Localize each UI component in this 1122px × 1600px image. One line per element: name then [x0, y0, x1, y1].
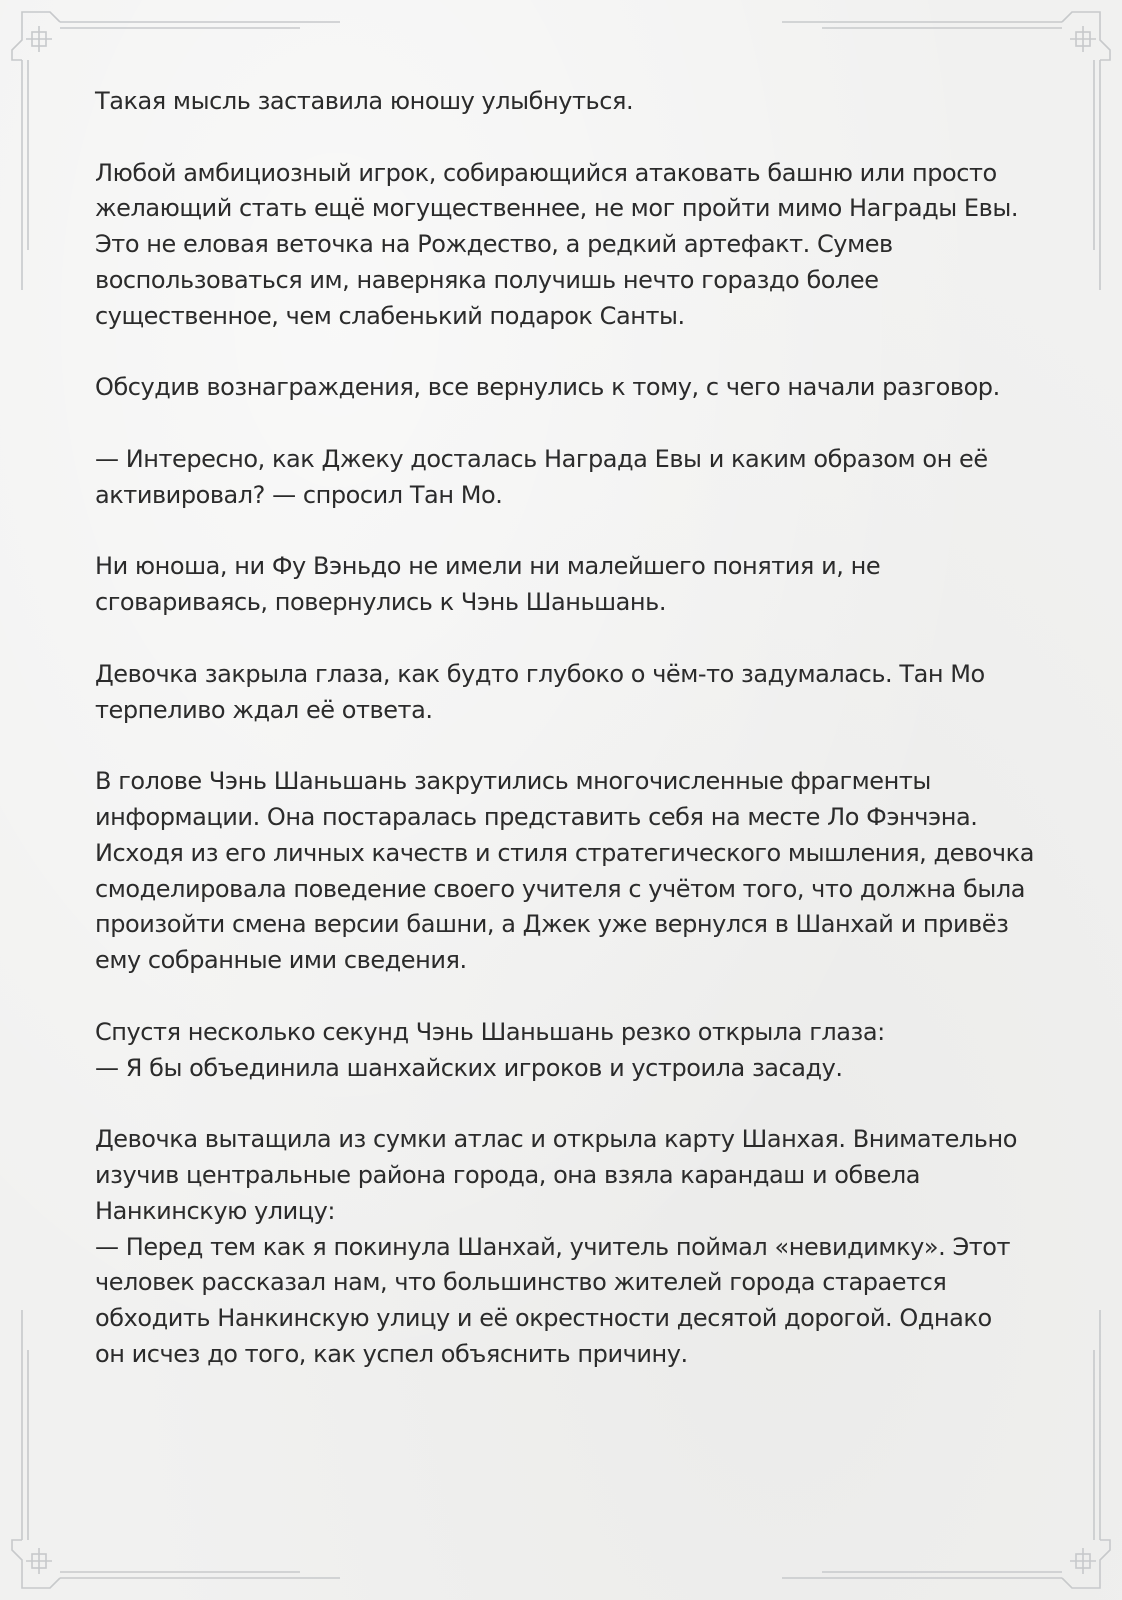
text-line: — Перед тем как я покинула Шанхай, учитель поймал «невидимку». Этот	[95, 1232, 1011, 1261]
text-line: Обсудив вознаграждения, все вернулись к тому, с чего начали разговор.	[95, 373, 1000, 402]
paragraph	[95, 156, 1035, 335]
text-line: — Интересно, как Джеку досталась Награда Евы и каким образом он её	[95, 444, 988, 473]
paragraph	[95, 1122, 1035, 1373]
document-body	[95, 84, 1035, 1373]
text-line: активировал? — спросил Тан Мо.	[95, 480, 503, 509]
text-line: Исходя из его личных качеств и стиля стратегического мышления, девочка	[95, 838, 1034, 867]
paragraph	[95, 764, 1035, 979]
text-line: В голове Чэнь Шаньшань закрутились многочисленные фрагменты	[95, 767, 931, 796]
text-line: Девочка вытащила из сумки атлас и открыла карту Шанхая. Внимательно	[95, 1125, 1017, 1154]
text-line: существенное, чем слабенький подарок Санты.	[95, 301, 685, 330]
text-line: смоделировала поведение своего учителя с учётом того, что должна была	[95, 874, 1025, 903]
paragraph	[95, 549, 1035, 621]
text-line: он исчез до того, как успел объяснить причину.	[95, 1339, 688, 1368]
text-line: Это не еловая веточка на Рождество, а редкий артефакт. Сумев	[95, 230, 893, 259]
paragraph	[95, 370, 1035, 406]
text-line: Девочка закрыла глаза, как будто глубоко о чём-то задумалась. Тан Мо	[95, 659, 985, 688]
paragraph	[95, 442, 1035, 514]
text-line: Ни юноша, ни Фу Вэньдо не имели ни малейшего понятия и, не	[95, 552, 881, 581]
paragraph	[95, 657, 1035, 729]
text-line: — Я бы объединила шанхайских игроков и устроила засаду.	[95, 1053, 843, 1082]
text-line: желающий стать ещё могущественнее, не мог пройти мимо Награды Евы.	[95, 194, 1019, 223]
paragraph	[95, 1015, 1035, 1087]
text-line: Спустя несколько секунд Чэнь Шаньшань резко открыла глаза:	[95, 1017, 885, 1046]
text-line: Нанкинскую улицу:	[95, 1196, 336, 1225]
text-line: воспользоваться им, наверняка получишь нечто гораздо более	[95, 265, 879, 294]
text-line: терпеливо ждал её ответа.	[95, 695, 433, 724]
text-line: сговариваясь, повернулись к Чэнь Шаньшань.	[95, 588, 667, 617]
text-line: обходить Нанкинскую улицу и её окрестности десятой дорогой. Однако	[95, 1304, 992, 1333]
text-line: произойти смена версии башни, а Джек уже вернулся в Шанхай и привёз	[95, 910, 1009, 939]
text-line: Любой амбициозный игрок, собирающийся атаковать башню или просто	[95, 158, 997, 187]
paragraph	[95, 84, 1035, 120]
text-line: Такая мысль заставила юношу улыбнуться.	[95, 87, 634, 115]
text-line: информации. Она постаралась представить себя на месте Ло Фэнчэна.	[95, 802, 978, 831]
text-line: ему собранные ими сведения.	[95, 946, 467, 975]
text-line: изучив центральные района города, она взяла карандаш и обвела	[95, 1160, 921, 1189]
text-line: человек рассказал нам, что большинство жителей города старается	[95, 1268, 947, 1297]
